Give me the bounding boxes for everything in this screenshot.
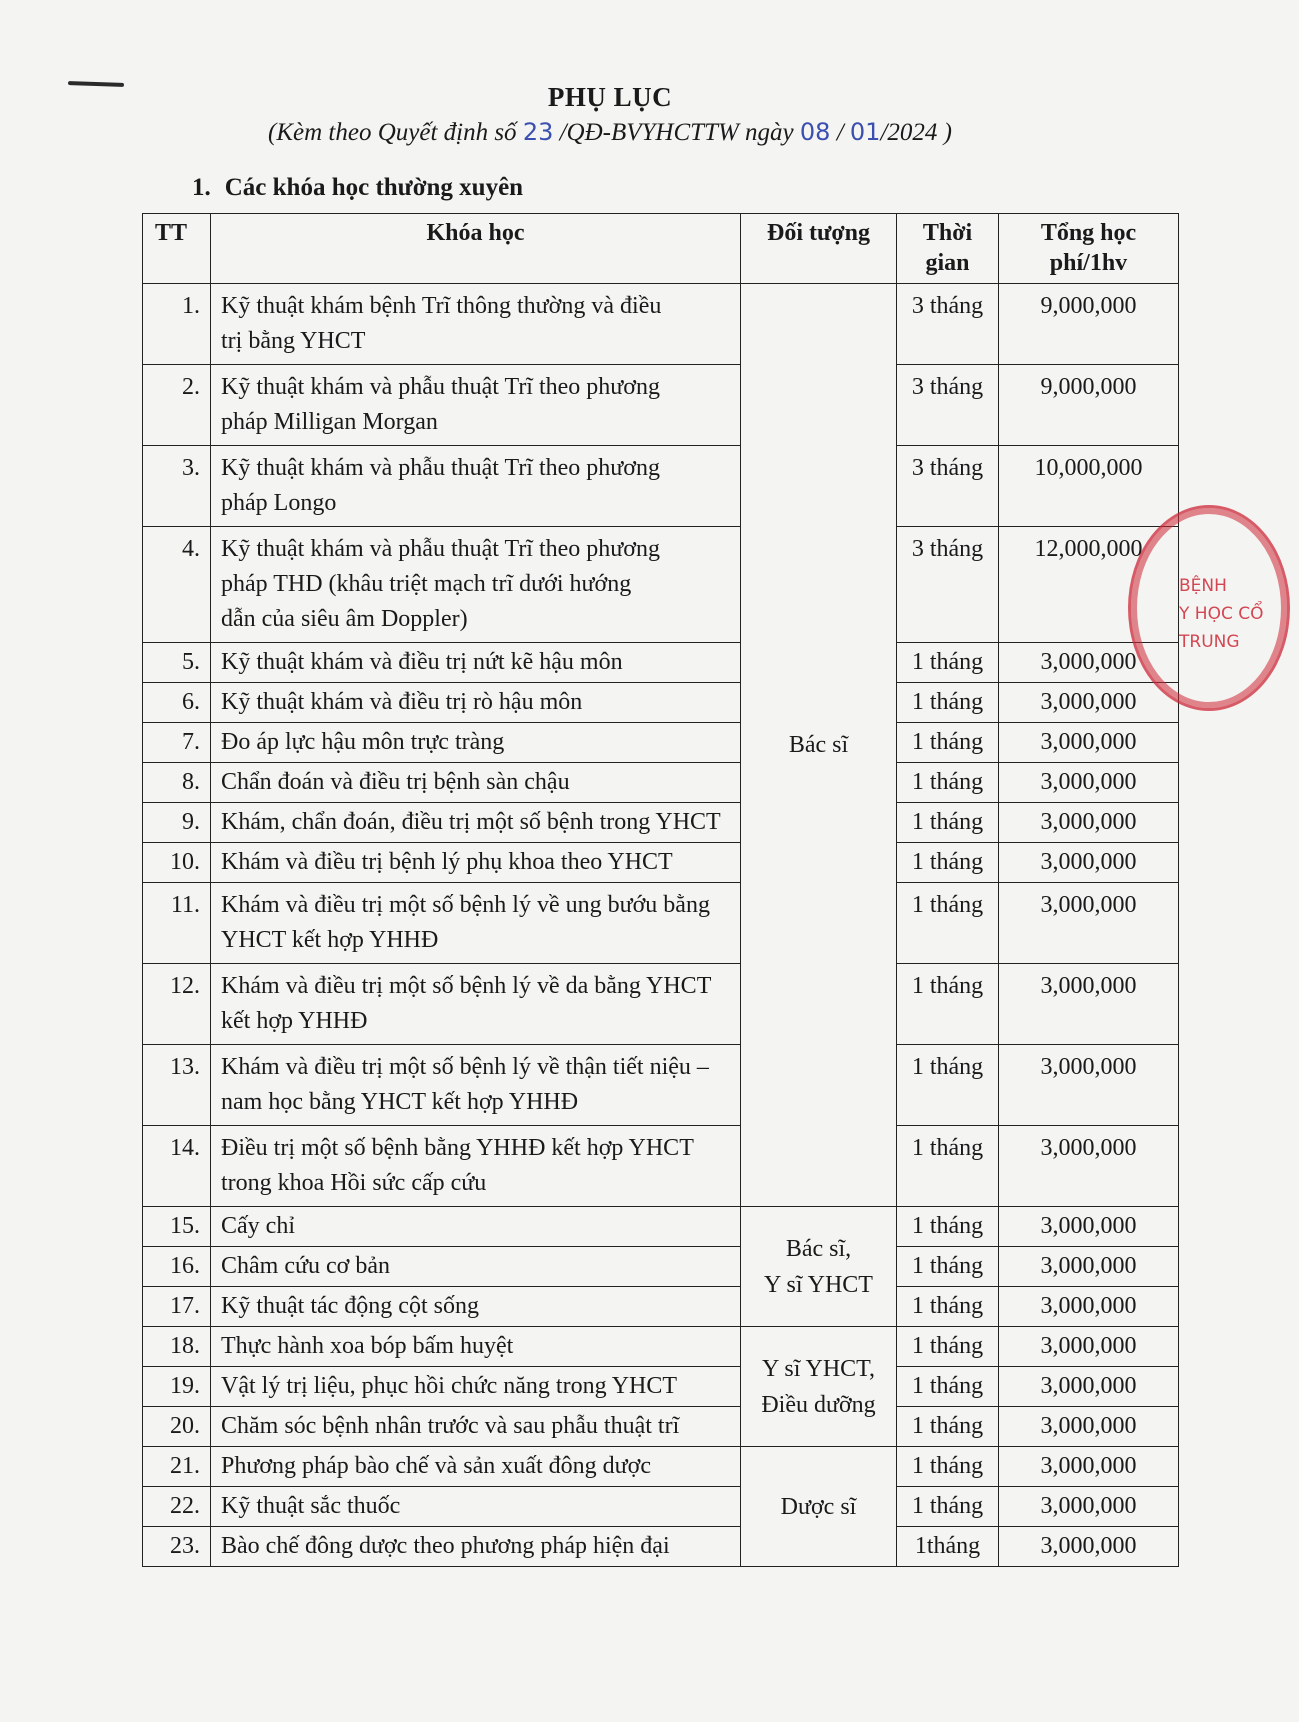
row-course: Thực hành xoa bóp bấm huyệt	[211, 1327, 741, 1367]
document-subtitle	[0, 118, 1220, 147]
table-row	[143, 1487, 1179, 1527]
table-header-row	[143, 214, 1179, 284]
day-handwritten: 08	[799, 118, 831, 146]
course-line: pháp THD (khâu triệt mạch trĩ dưới hướng	[221, 571, 632, 597]
row-tt: 19.	[143, 1367, 211, 1407]
row-duration: 1 tháng	[897, 1287, 999, 1327]
row-fee: 9,000,000	[999, 284, 1179, 365]
row-course	[211, 1126, 741, 1207]
row-tt: 3.	[143, 446, 211, 527]
row-fee: 3,000,000	[999, 1367, 1179, 1407]
document-title: PHỤ LỤC	[547, 82, 673, 112]
row-course	[211, 365, 741, 446]
table-row	[143, 964, 1179, 1045]
row-duration: 1 tháng	[897, 1407, 999, 1447]
section-title: Các khóa học thường xuyên	[224, 174, 524, 201]
header-course: Khóa học	[211, 214, 741, 284]
row-tt: 1.	[143, 284, 211, 365]
table-row	[143, 1207, 1179, 1247]
target-nurses	[741, 1327, 897, 1447]
section-number: 1.	[192, 174, 211, 201]
row-tt: 4.	[143, 527, 211, 643]
row-fee: 3,000,000	[999, 1287, 1179, 1327]
date-separator: /	[830, 119, 850, 146]
target-doctors-yhct	[741, 1207, 897, 1327]
row-fee: 3,000,000	[999, 643, 1179, 683]
row-course: Châm cứu cơ bản	[211, 1247, 741, 1287]
stamp-line: Y HỌC CỔ	[1179, 604, 1264, 624]
row-course: Khám và điều trị bệnh lý phụ khoa theo YHCT	[211, 843, 741, 883]
row-duration: 1 tháng	[897, 1487, 999, 1527]
row-duration: 1 tháng	[897, 763, 999, 803]
course-line: kết hợp YHHĐ	[221, 1008, 368, 1034]
row-fee: 3,000,000	[999, 1447, 1179, 1487]
row-fee: 3,000,000	[999, 1247, 1179, 1287]
course-line: Kỹ thuật khám và phẫu thuật Trĩ theo phương	[221, 536, 660, 562]
course-line: Khám và điều trị một số bệnh lý về ung bướu bằng	[221, 892, 710, 918]
table-row	[143, 1327, 1179, 1367]
row-course: Phương pháp bào chế và sản xuất đông dược	[211, 1447, 741, 1487]
target-doctors: Bác sĩ	[741, 284, 897, 1207]
row-tt: 14.	[143, 1126, 211, 1207]
course-line: Kỹ thuật khám và phẫu thuật Trĩ theo phương	[221, 374, 660, 400]
header-fee-line1: Tổng học	[1040, 220, 1137, 246]
table-row	[143, 723, 1179, 763]
row-course	[211, 883, 741, 964]
section-heading	[192, 174, 523, 202]
row-course: Kỹ thuật tác động cột sống	[211, 1287, 741, 1327]
table-row	[143, 643, 1179, 683]
table-row	[143, 446, 1179, 527]
row-tt: 12.	[143, 964, 211, 1045]
stamp-line: BỆNH	[1179, 576, 1227, 596]
row-tt: 7.	[143, 723, 211, 763]
row-course: Cấy chỉ	[211, 1207, 741, 1247]
row-duration: 1 tháng	[897, 1207, 999, 1247]
table-row	[143, 1045, 1179, 1126]
row-fee: 3,000,000	[999, 1207, 1179, 1247]
row-duration: 1 tháng	[897, 1447, 999, 1487]
header-target: Đối tượng	[741, 214, 897, 284]
row-fee: 3,000,000	[999, 1407, 1179, 1447]
table-row	[143, 763, 1179, 803]
row-tt: 5.	[143, 643, 211, 683]
target-line: Điều dưỡng	[761, 1391, 876, 1418]
row-course: Kỹ thuật khám và điều trị nứt kẽ hậu môn	[211, 643, 741, 683]
row-course	[211, 527, 741, 643]
row-tt: 13.	[143, 1045, 211, 1126]
decision-number-handwritten: 23	[522, 118, 554, 146]
row-course: Đo áp lực hậu môn trực tràng	[211, 723, 741, 763]
row-tt: 16.	[143, 1247, 211, 1287]
row-tt: 20.	[143, 1407, 211, 1447]
row-duration: 3 tháng	[897, 284, 999, 365]
table-row	[143, 284, 1179, 365]
row-fee: 3,000,000	[999, 1327, 1179, 1367]
row-duration: 1 tháng	[897, 964, 999, 1045]
course-line: YHCT kết hợp YHHĐ	[221, 927, 439, 953]
row-duration: 3 tháng	[897, 527, 999, 643]
row-duration: 3 tháng	[897, 365, 999, 446]
table-row	[143, 843, 1179, 883]
stamp-line: TRUNG	[1179, 632, 1240, 652]
table-row	[143, 1367, 1179, 1407]
row-fee: 3,000,000	[999, 683, 1179, 723]
course-line: pháp Longo	[221, 490, 337, 516]
course-line: Khám và điều trị một số bệnh lý về thận tiết niệu –	[221, 1054, 709, 1080]
header-duration	[897, 214, 999, 284]
header-fee-line2: phí/1hv	[1049, 250, 1128, 276]
row-duration: 1 tháng	[897, 683, 999, 723]
row-duration: 1 tháng	[897, 1327, 999, 1367]
target-pharmacists: Dược sĩ	[741, 1447, 897, 1567]
course-line: dẫn của siêu âm Doppler)	[221, 606, 468, 632]
row-course: Khám, chẩn đoán, điều trị một số bệnh trong YHCT	[211, 803, 741, 843]
target-line: Bác sĩ,	[785, 1235, 852, 1262]
row-course	[211, 446, 741, 527]
table-row	[143, 803, 1179, 843]
table-row	[143, 1447, 1179, 1487]
table-row	[143, 683, 1179, 723]
row-duration: 1 tháng	[897, 1367, 999, 1407]
row-tt: 23.	[143, 1527, 211, 1567]
row-fee: 3,000,000	[999, 1527, 1179, 1567]
row-duration: 1 tháng	[897, 1045, 999, 1126]
table-row	[143, 1247, 1179, 1287]
target-line: Y sĩ YHCT	[764, 1271, 873, 1298]
row-duration: 1tháng	[897, 1527, 999, 1567]
row-duration: 3 tháng	[897, 446, 999, 527]
row-duration: 1 tháng	[897, 643, 999, 683]
row-fee: 3,000,000	[999, 1126, 1179, 1207]
table-row	[143, 365, 1179, 446]
row-fee: 9,000,000	[999, 365, 1179, 446]
row-duration: 1 tháng	[897, 1247, 999, 1287]
row-course: Bào chế đông dược theo phương pháp hiện đại	[211, 1527, 741, 1567]
row-duration: 1 tháng	[897, 803, 999, 843]
row-duration: 1 tháng	[897, 843, 999, 883]
row-tt: 9.	[143, 803, 211, 843]
row-course: Vật lý trị liệu, phục hồi chức năng trong YHCT	[211, 1367, 741, 1407]
row-course	[211, 1045, 741, 1126]
header-duration-line2: gian	[925, 250, 970, 276]
row-duration: 1 tháng	[897, 1126, 999, 1207]
row-course: Kỹ thuật sắc thuốc	[211, 1487, 741, 1527]
course-line: Kỹ thuật khám bệnh Trĩ thông thường và điều	[221, 293, 662, 319]
row-fee: 10,000,000	[999, 446, 1179, 527]
table-row	[143, 1126, 1179, 1207]
subtitle-prefix: (Kèm theo Quyết định số	[268, 119, 523, 146]
row-fee: 3,000,000	[999, 883, 1179, 964]
course-line: nam học bằng YHCT kết hợp YHHĐ	[221, 1089, 579, 1115]
month-handwritten: 01	[849, 118, 881, 146]
row-fee: 3,000,000	[999, 803, 1179, 843]
course-line: Kỹ thuật khám và phẫu thuật Trĩ theo phương	[221, 455, 660, 481]
row-fee: 3,000,000	[999, 964, 1179, 1045]
row-fee: 3,000,000	[999, 763, 1179, 803]
row-tt: 18.	[143, 1327, 211, 1367]
row-course: Chăm sóc bệnh nhân trước và sau phẫu thuật trĩ	[211, 1407, 741, 1447]
course-line: trong khoa Hồi sức cấp cứu	[221, 1170, 487, 1196]
row-duration: 1 tháng	[897, 883, 999, 964]
row-fee: 3,000,000	[999, 1045, 1179, 1126]
course-line: Khám và điều trị một số bệnh lý về da bằng YHCT	[221, 973, 712, 999]
row-fee: 3,000,000	[999, 1487, 1179, 1527]
year-suffix: /2024 )	[880, 119, 952, 146]
header-tt: TT	[143, 214, 211, 284]
table-row	[143, 1287, 1179, 1327]
subtitle-middle: /QĐ-BVYHCTTW ngày	[553, 119, 800, 146]
table-row	[143, 1527, 1179, 1567]
header-fee	[999, 214, 1179, 284]
stamp-text	[1179, 572, 1299, 656]
row-fee: 3,000,000	[999, 843, 1179, 883]
course-line: Điều trị một số bệnh bằng YHHĐ kết hợp YHCT	[221, 1135, 694, 1161]
row-course: Chẩn đoán và điều trị bệnh sàn chậu	[211, 763, 741, 803]
row-tt: 22.	[143, 1487, 211, 1527]
row-tt: 2.	[143, 365, 211, 446]
course-line: trị bằng YHCT	[221, 328, 366, 354]
row-tt: 11.	[143, 883, 211, 964]
row-duration: 1 tháng	[897, 723, 999, 763]
table-row	[143, 527, 1179, 643]
row-tt: 17.	[143, 1287, 211, 1327]
row-tt: 21.	[143, 1447, 211, 1487]
row-tt: 6.	[143, 683, 211, 723]
row-fee: 12,000,000	[999, 527, 1179, 643]
row-tt: 8.	[143, 763, 211, 803]
row-course	[211, 284, 741, 365]
table-row	[143, 883, 1179, 964]
courses-table	[142, 213, 1179, 1567]
header-duration-line1: Thời	[922, 220, 973, 246]
course-line: pháp Milligan Morgan	[221, 409, 438, 435]
row-course	[211, 964, 741, 1045]
target-line: Y sĩ YHCT,	[761, 1355, 876, 1382]
row-fee: 3,000,000	[999, 723, 1179, 763]
row-course: Kỹ thuật khám và điều trị rò hậu môn	[211, 683, 741, 723]
row-tt: 10.	[143, 843, 211, 883]
table-row	[143, 1407, 1179, 1447]
row-tt: 15.	[143, 1207, 211, 1247]
